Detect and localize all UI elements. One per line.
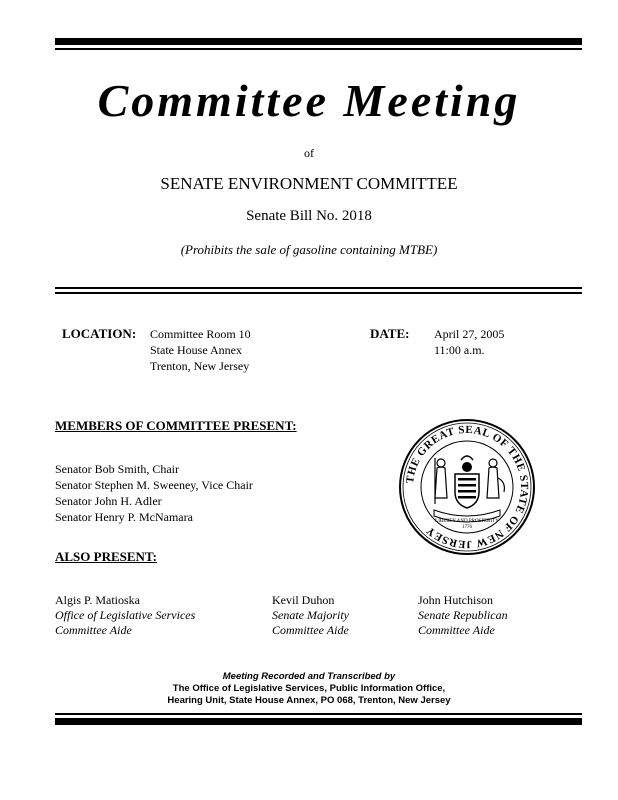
date-label: DATE:	[370, 326, 410, 341]
attendee-role: Committee Aide	[272, 623, 349, 637]
location-line: Committee Room 10	[150, 327, 251, 341]
member-name: Senator Stephen M. Sweeney, Vice Chair	[55, 478, 253, 492]
bill-synopsis: (Prohibits the sale of gasoline containing MTBE)	[180, 242, 438, 257]
middle-rule-bottom	[55, 292, 582, 294]
top-rule-thick	[55, 38, 582, 45]
member-name: Senator John H. Adler	[55, 494, 162, 508]
bill-number: Senate Bill No. 2018	[246, 208, 372, 224]
attendee-role: Office of Legislative Services	[55, 608, 196, 622]
time-line: 11:00 a.m.	[434, 343, 485, 357]
footer-address: Hearing Unit, State House Annex, PO 068, Trenton, New Jersey	[167, 695, 451, 706]
attendee-name: Algis P. Matioska	[55, 593, 141, 607]
attendee-name: John Hutchison	[418, 593, 493, 607]
document-title: Committee Meeting	[97, 75, 521, 126]
attendee-role: Senate Majority	[272, 608, 349, 622]
also-present-heading: ALSO PRESENT:	[55, 549, 157, 564]
attendee-role: Committee Aide	[418, 623, 495, 637]
attendee-role: Senate Republican	[418, 608, 508, 622]
footer-recorded-by: Meeting Recorded and Transcribed by	[222, 671, 396, 682]
location-line: Trenton, New Jersey	[150, 359, 250, 373]
member-name: Senator Bob Smith, Chair	[55, 462, 179, 476]
seal-ring-text: THE GREAT SEAL OF THE STATE OF NEW JERSEY	[404, 423, 531, 551]
attendee-name: Kevil Duhon	[272, 593, 335, 607]
middle-rule-top	[55, 287, 582, 289]
state-seal-icon	[398, 418, 536, 556]
attendee-role: Committee Aide	[55, 623, 132, 637]
bottom-rule-thin	[55, 713, 582, 715]
member-name: Senator Henry P. McNamara	[55, 510, 193, 524]
seal-motto: LIBERTY AND PROSPERITY	[435, 519, 499, 524]
date-line: April 27, 2005	[434, 327, 505, 341]
committee-name: SENATE ENVIRONMENT COMMITTEE	[160, 174, 458, 193]
members-heading: MEMBERS OF COMMITTEE PRESENT:	[55, 418, 297, 433]
location-line: State House Annex	[150, 343, 242, 357]
bottom-rule-thick	[55, 718, 582, 725]
location-label: LOCATION:	[62, 326, 137, 341]
of-text: of	[304, 146, 314, 160]
top-rule-thin	[55, 48, 582, 50]
seal-year: 1776	[462, 525, 472, 530]
footer-office: The Office of Legislative Services, Public Information Office,	[172, 683, 446, 694]
